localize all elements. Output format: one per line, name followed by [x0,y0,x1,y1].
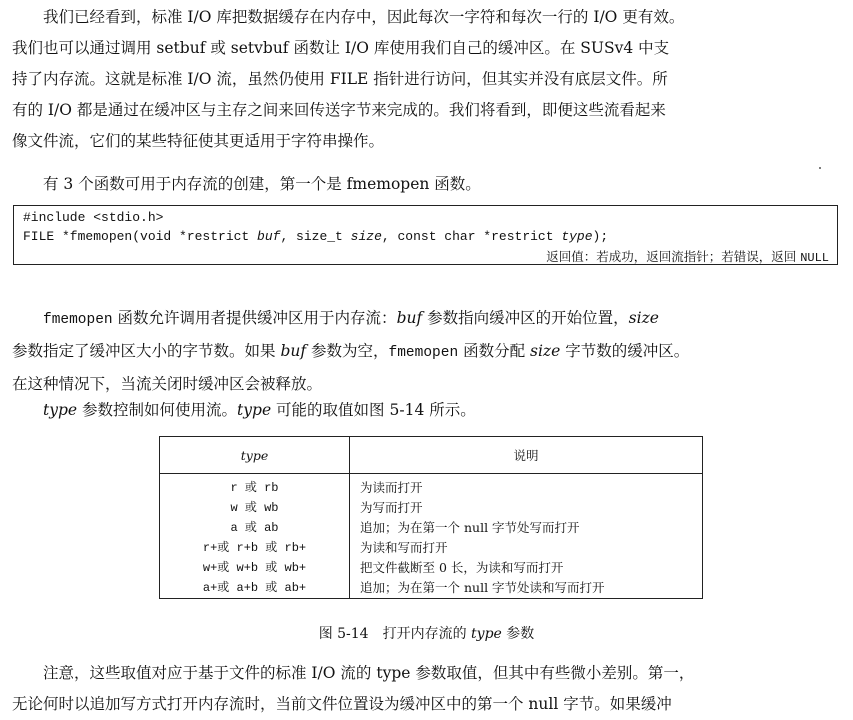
code-word: fmemopen [43,312,113,328]
paragraph-type-intro [12,395,844,426]
italic-word: buf [280,342,307,360]
code-arg: buf [257,229,281,244]
function-prototype-box [13,205,838,265]
italic-word: size [530,342,561,360]
paragraph-fmemopen-desc [12,303,844,400]
code-part: ); [592,229,609,244]
text-line: 有 3 个函数可用于内存流的创建，第一个是 fmemopen 函数。 [43,175,481,193]
figure-caption [0,623,853,643]
text-line: 我们也可以通过调用 setbuf 或 setvbuf 函数让 I/O 库使用我们自己的缓冲区。在 SUSv4 中支 [12,39,670,57]
code-prototype [23,229,608,244]
text-part: 字节数的缓冲区。 [560,342,690,360]
text-line: 在这种情况下，当流关闭时缓冲区会被释放。 [12,375,323,393]
description-cell: 为读而打开 [360,480,423,495]
type-cell: w 或 wb [160,498,350,518]
text-part: 函数允许调用者提供缓冲区用于内存流： [112,309,397,327]
caption-text: 参数 [501,626,535,642]
description-cell: 把文件截断至 0 长，为读和写而打开 [360,560,564,575]
italic-word: buf [396,309,423,327]
italic-word: type [237,401,272,419]
caption-text: 图 5-14 打开内存流的 [318,626,472,642]
code-arg: type [561,229,593,244]
text-line: 我们已经看到，标准 I/O 库把数据缓存在内存中，因此每次一字符和每次一行的 I/O 更有效。 [43,8,685,26]
table-row [160,474,703,499]
column-header-description: 说明 [350,437,703,474]
text-line: 像文件流，它们的某些特征使其更适用于字符串操作。 [12,132,385,150]
table-row [160,558,703,578]
text-line: 注意，这些取值对应于基于文件的标准 I/O 流的 type 参数取值，但其中有些微小差别。第一， [43,664,695,682]
code-part: , size_t [280,229,351,244]
description-cell: 为写而打开 [360,500,423,515]
italic-word: type [43,401,78,419]
code-part: FILE *fmemopen(void *restrict [23,229,258,244]
paragraph-notes [12,658,844,720]
text-part: 参数指向缓冲区的开始位置， [422,309,629,327]
text-line [12,336,844,369]
description-cell: 为读和写而打开 [360,540,448,555]
type-cell: r 或 rb [160,474,350,499]
return-null: NULL [800,251,829,265]
type-values-table [159,436,703,599]
text-part: 参数为空， [306,342,389,360]
table-row [160,498,703,518]
type-cell: a+或 a+b 或 ab+ [160,578,350,599]
description-cell: 追加；为在第一个 null 字节处写而打开 [360,520,580,535]
code-word: fmemopen [388,345,459,361]
type-cell: a 或 ab [160,518,350,538]
text-part: 可能的取值如图 5-14 所示。 [271,401,476,419]
return-text: 返回值：若成功，返回流指针；若错误，返回 [546,249,801,264]
table-row [160,578,703,599]
return-value-note [546,247,829,265]
text-line: 持了内存流。这就是标准 I/O 流，虽然仍使用 FILE 指针进行访问，但其实并没有底层文件。所 [12,70,668,88]
text-line [12,395,844,426]
table-header-row [160,437,703,474]
text-line [12,303,844,336]
code-include: #include <stdio.h> [23,210,164,225]
text-part: 参数控制如何使用流。 [77,401,238,419]
text-line: 有的 I/O 都是通过在缓冲区与主存之间来回传送字节来完成的。我们将看到，即便这些流看起来 [12,101,666,119]
type-cell: w+或 w+b 或 wb+ [160,558,350,578]
column-header-type: type [160,437,350,474]
code-part: , const char *restrict [381,229,562,244]
type-cell: r+或 r+b 或 rb+ [160,538,350,558]
paragraph-intro [12,2,844,157]
table-row [160,518,703,538]
text-part: 函数分配 [458,342,531,360]
text-part: 参数指定了缓冲区大小的字节数。如果 [12,342,281,360]
text-line: 无论何时以追加写方式打开内存流时，当前文件位置设为缓冲区中的第一个 null 字节。如果缓冲 [12,695,672,713]
description-cell: 追加；为在第一个 null 字节处读和写而打开 [360,580,605,595]
code-arg: size [350,229,382,244]
table-row [160,538,703,558]
paragraph-fmemopen-intro [12,169,844,200]
caption-italic: type [471,626,502,642]
italic-word: size [628,309,659,327]
